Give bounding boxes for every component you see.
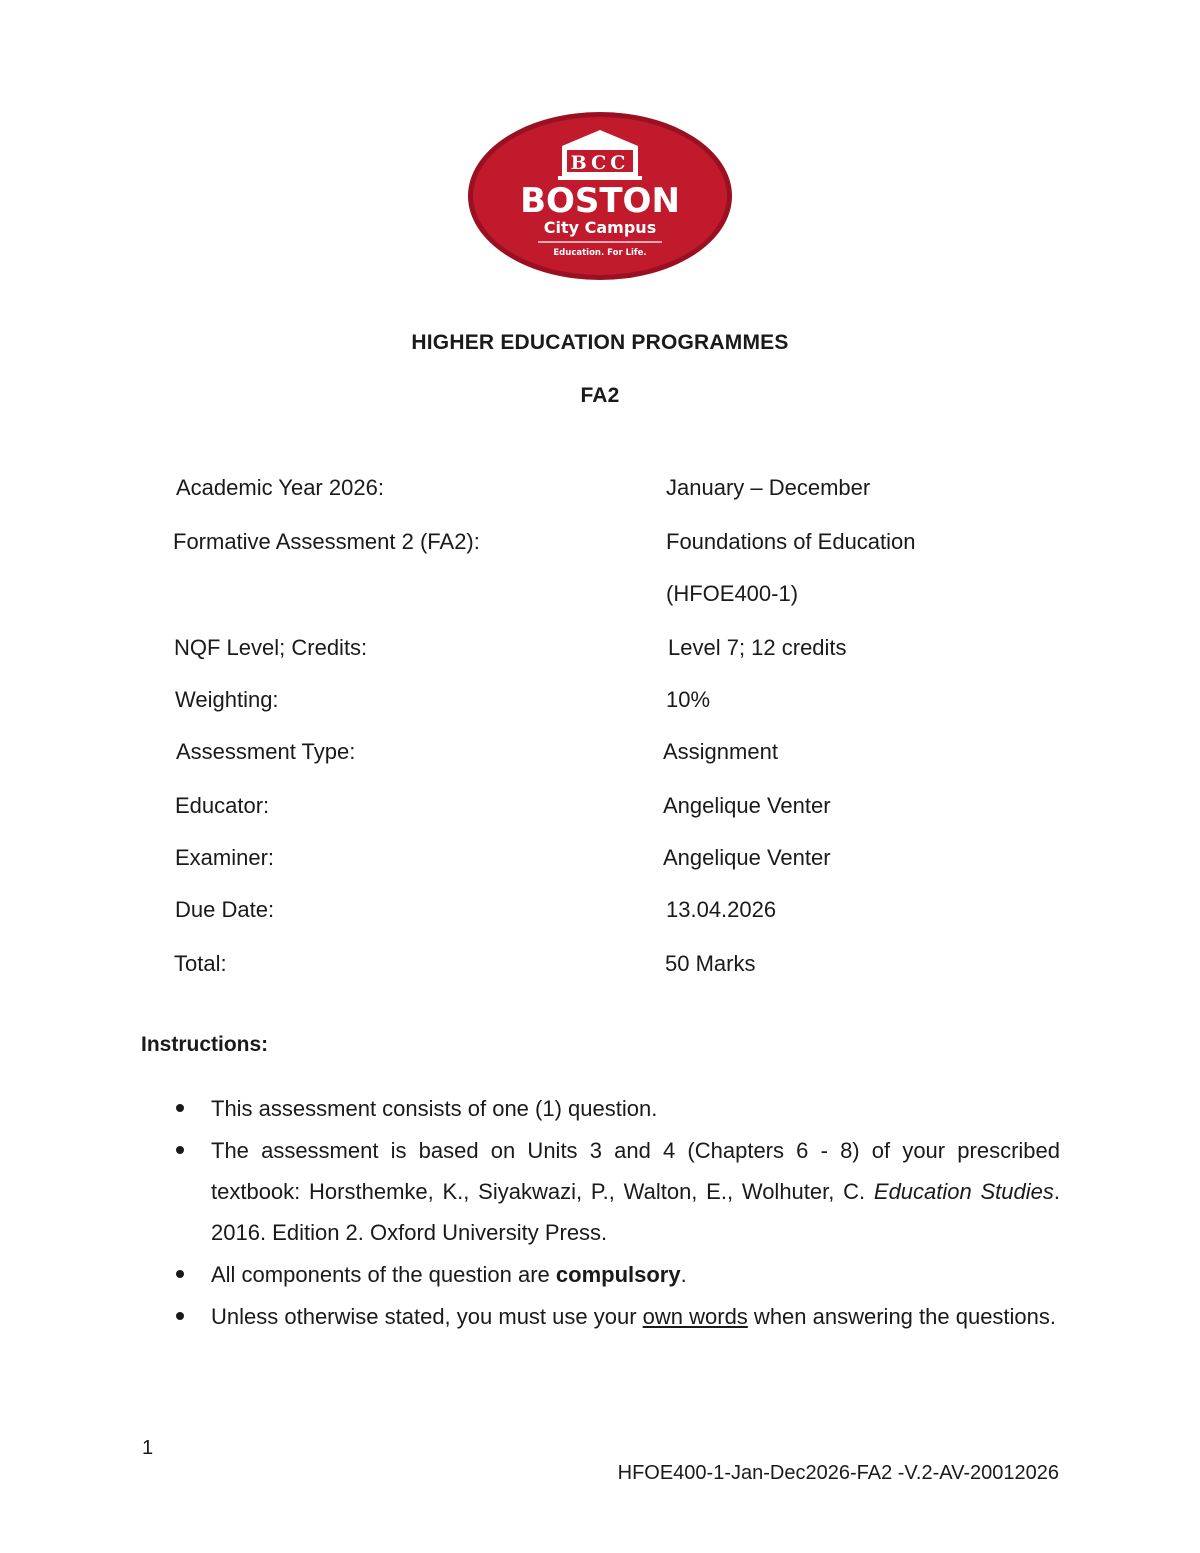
- detail-row: [0, 529, 1200, 559]
- detail-label: Educator:: [175, 793, 270, 818]
- detail-value: Assignment: [663, 739, 778, 764]
- detail-row: [0, 739, 1200, 769]
- bullet-icon: [176, 1312, 184, 1320]
- detail-row: [0, 897, 1200, 927]
- list-item: [172, 1130, 1060, 1253]
- boston-city-campus-logo: [466, 110, 734, 282]
- detail-value: Level 7; 12 credits: [668, 635, 847, 660]
- list-item: [172, 1254, 1060, 1295]
- detail-label: Total:: [174, 951, 227, 976]
- emphasis-own-words: own words: [642, 1304, 748, 1329]
- detail-label: NQF Level; Credits:: [174, 635, 368, 660]
- detail-label: Academic Year 2026:: [176, 475, 384, 500]
- logo-subtitle: City Campus: [543, 218, 657, 237]
- logo-tagline: Education. For Life.: [553, 248, 647, 258]
- logo-monogram: BCC: [570, 152, 630, 174]
- detail-value: (HFOE400-1): [666, 581, 799, 606]
- instruction-text: . 2016. Edition 2. Oxford University Press.: [211, 1179, 1061, 1245]
- detail-label: Formative Assessment 2 (FA2):: [173, 529, 480, 554]
- page-title: HIGHER EDUCATION PROGRAMMES: [411, 331, 789, 354]
- emphasis-compulsory: compulsory: [555, 1262, 681, 1287]
- bullet-icon: [176, 1146, 184, 1154]
- detail-value: 50 Marks: [665, 951, 756, 976]
- instruction-text: .: [680, 1262, 687, 1287]
- instructions-heading: Instructions:: [141, 1033, 269, 1056]
- detail-row: [0, 475, 1200, 505]
- bullet-icon: [176, 1104, 184, 1112]
- page-number: 1: [142, 1437, 154, 1459]
- detail-label: Examiner:: [175, 845, 275, 870]
- detail-row: [0, 951, 1200, 981]
- logo-name: BOSTON: [520, 181, 680, 221]
- instruction-text: Unless otherwise stated, you must use your: [211, 1304, 643, 1329]
- detail-label: Weighting:: [175, 687, 279, 712]
- detail-row: [0, 581, 1200, 611]
- detail-value: Angelique Venter: [663, 793, 831, 818]
- detail-value: Foundations of Education: [666, 529, 916, 554]
- detail-row: [0, 687, 1200, 717]
- instruction-text: The assessment is based on Units 3 and 4 (Chapters 6 - 8) of your prescribed textbook: Horsthemke, K., Siyakwazi, P., Walton, E., Wolhuter, C.: [211, 1138, 1060, 1204]
- logo-emblem: [466, 110, 734, 282]
- detail-value: January – December: [666, 475, 871, 500]
- textbook-title: Education Studies: [873, 1179, 1054, 1204]
- bullet-icon: [176, 1270, 184, 1278]
- document-code: HFOE400-1-Jan-Dec2026-FA2 -V.2-AV-20012026: [617, 1462, 1059, 1484]
- detail-label: Due Date:: [175, 897, 275, 922]
- detail-value: 13.04.2026: [666, 897, 777, 922]
- instructions-list: [172, 1088, 1060, 1338]
- instruction-text: This assessment consists of one (1) question.: [211, 1096, 658, 1121]
- detail-row: [0, 793, 1200, 823]
- page-subtitle: FA2: [580, 384, 620, 407]
- detail-row: [0, 845, 1200, 875]
- detail-value: 10%: [666, 687, 711, 712]
- detail-row: [0, 635, 1200, 665]
- detail-value: Angelique Venter: [663, 845, 831, 870]
- list-item: [172, 1088, 1060, 1129]
- detail-label: Assessment Type:: [176, 739, 356, 764]
- list-item: [172, 1296, 1060, 1337]
- instruction-text: when answering the questions.: [747, 1304, 1057, 1329]
- instruction-text: All components of the question are: [211, 1262, 556, 1287]
